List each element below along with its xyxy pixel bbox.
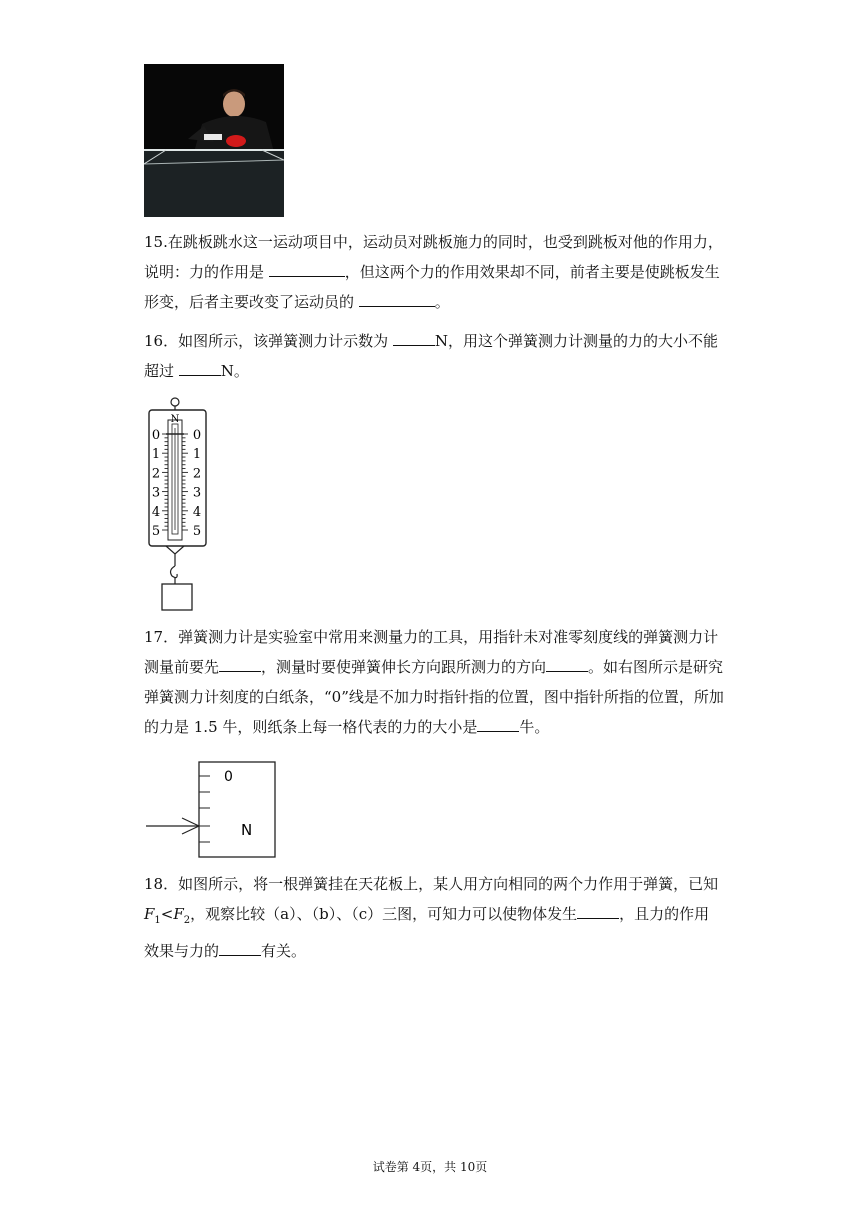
question-text: 弹簧测力计是实验室中常用来测量力的工具，用指针未对准零刻度线的弹簧测力计测量前要先: [144, 628, 719, 676]
question-text: 在跳板跳水这一运动项目中，运动员对跳板施力的同时，也受到跳板对他的作用力，说明：力的作用是: [144, 233, 723, 281]
scale-label-left: 3: [151, 485, 161, 501]
question-text: N，用这个弹簧测力计测量的力的大小不能超过: [144, 332, 719, 380]
unit-label: N: [241, 821, 253, 839]
question-number: 18．: [144, 875, 179, 893]
question-text: ，测量时要使弹簧伸长方向跟所测力的方向: [261, 658, 547, 676]
scale-label-left: 1: [151, 447, 161, 463]
scale-unit-label: N: [170, 414, 180, 425]
answer-blank[interactable]: [546, 655, 588, 672]
question-text: 。如右图所示是研究弹簧测力计刻度的白纸条，“0”线是不加力时指针指的位置，图中指针所指的位置，所加的力是 1.5 牛，则纸条上每一格代表的力的大小是: [144, 658, 724, 736]
question-text: 如图所示，该弹簧测力计示数为: [178, 332, 393, 350]
question-18: [144, 869, 724, 966]
spring-scale-drawing: [144, 394, 214, 616]
question-15: [144, 227, 724, 317]
answer-blank[interactable]: [477, 715, 519, 732]
question-text: ，观察比较（a）、（b）、（c）三图，可知力可以使物体发生: [190, 905, 578, 923]
question-number: 15.: [144, 233, 168, 251]
scale-label-right: 0: [192, 428, 202, 443]
scale-label-right: 3: [192, 485, 202, 501]
table-tennis-photo: [144, 64, 284, 217]
question-text: ，且力的作用效果与力的: [144, 905, 710, 960]
force-f1-subscript: 1: [154, 915, 161, 926]
scale-label-right: 2: [192, 466, 202, 482]
answer-blank[interactable]: [219, 655, 261, 672]
answer-blank[interactable]: [577, 902, 619, 919]
scale-label-left: 0: [151, 428, 161, 443]
paper-strip-figure: [144, 760, 278, 860]
page-footer: 试卷第 4页，共 10页: [372, 1160, 488, 1174]
hanging-weight: [162, 584, 192, 610]
question-16: [144, 326, 724, 386]
scale-label-right: 1: [192, 447, 202, 463]
force-f1: F: [144, 905, 155, 923]
question-text: 有关。: [261, 942, 307, 960]
force-f2: F: [173, 905, 184, 923]
question-text: 。: [434, 293, 450, 311]
less-than-sign: <: [160, 905, 174, 923]
player-illustration: [144, 64, 284, 217]
answer-blank[interactable]: [359, 290, 435, 307]
question-text: 如图所示，将一根弹簧挂在天花板上，某人用方向相同的两个力作用于弹簧，已知: [178, 875, 719, 893]
scale-label-right: 4: [192, 504, 202, 520]
answer-blank[interactable]: [179, 359, 221, 376]
question-17: [144, 622, 724, 742]
question-number: 17．: [144, 628, 179, 646]
spring-scale-figure: [144, 394, 214, 616]
question-number: 16．: [144, 332, 179, 350]
question-text: ，但这两个力的作用效果却不同，前者主要是使跳板发生形变，后者主要改变了运动员的: [144, 263, 720, 311]
answer-blank[interactable]: [393, 329, 435, 346]
paper-strip-drawing: [144, 760, 278, 860]
force-f2-subscript: 2: [183, 915, 191, 926]
answer-blank[interactable]: [269, 260, 345, 277]
scale-label-left: 5: [151, 524, 161, 539]
scale-label-left: 2: [151, 466, 161, 482]
question-text: N。: [220, 362, 249, 380]
zero-mark-label: 0: [224, 769, 233, 785]
scale-label-right: 5: [192, 524, 202, 539]
question-text: 牛。: [519, 718, 550, 736]
scale-label-left: 4: [151, 504, 161, 520]
answer-blank[interactable]: [219, 939, 261, 956]
